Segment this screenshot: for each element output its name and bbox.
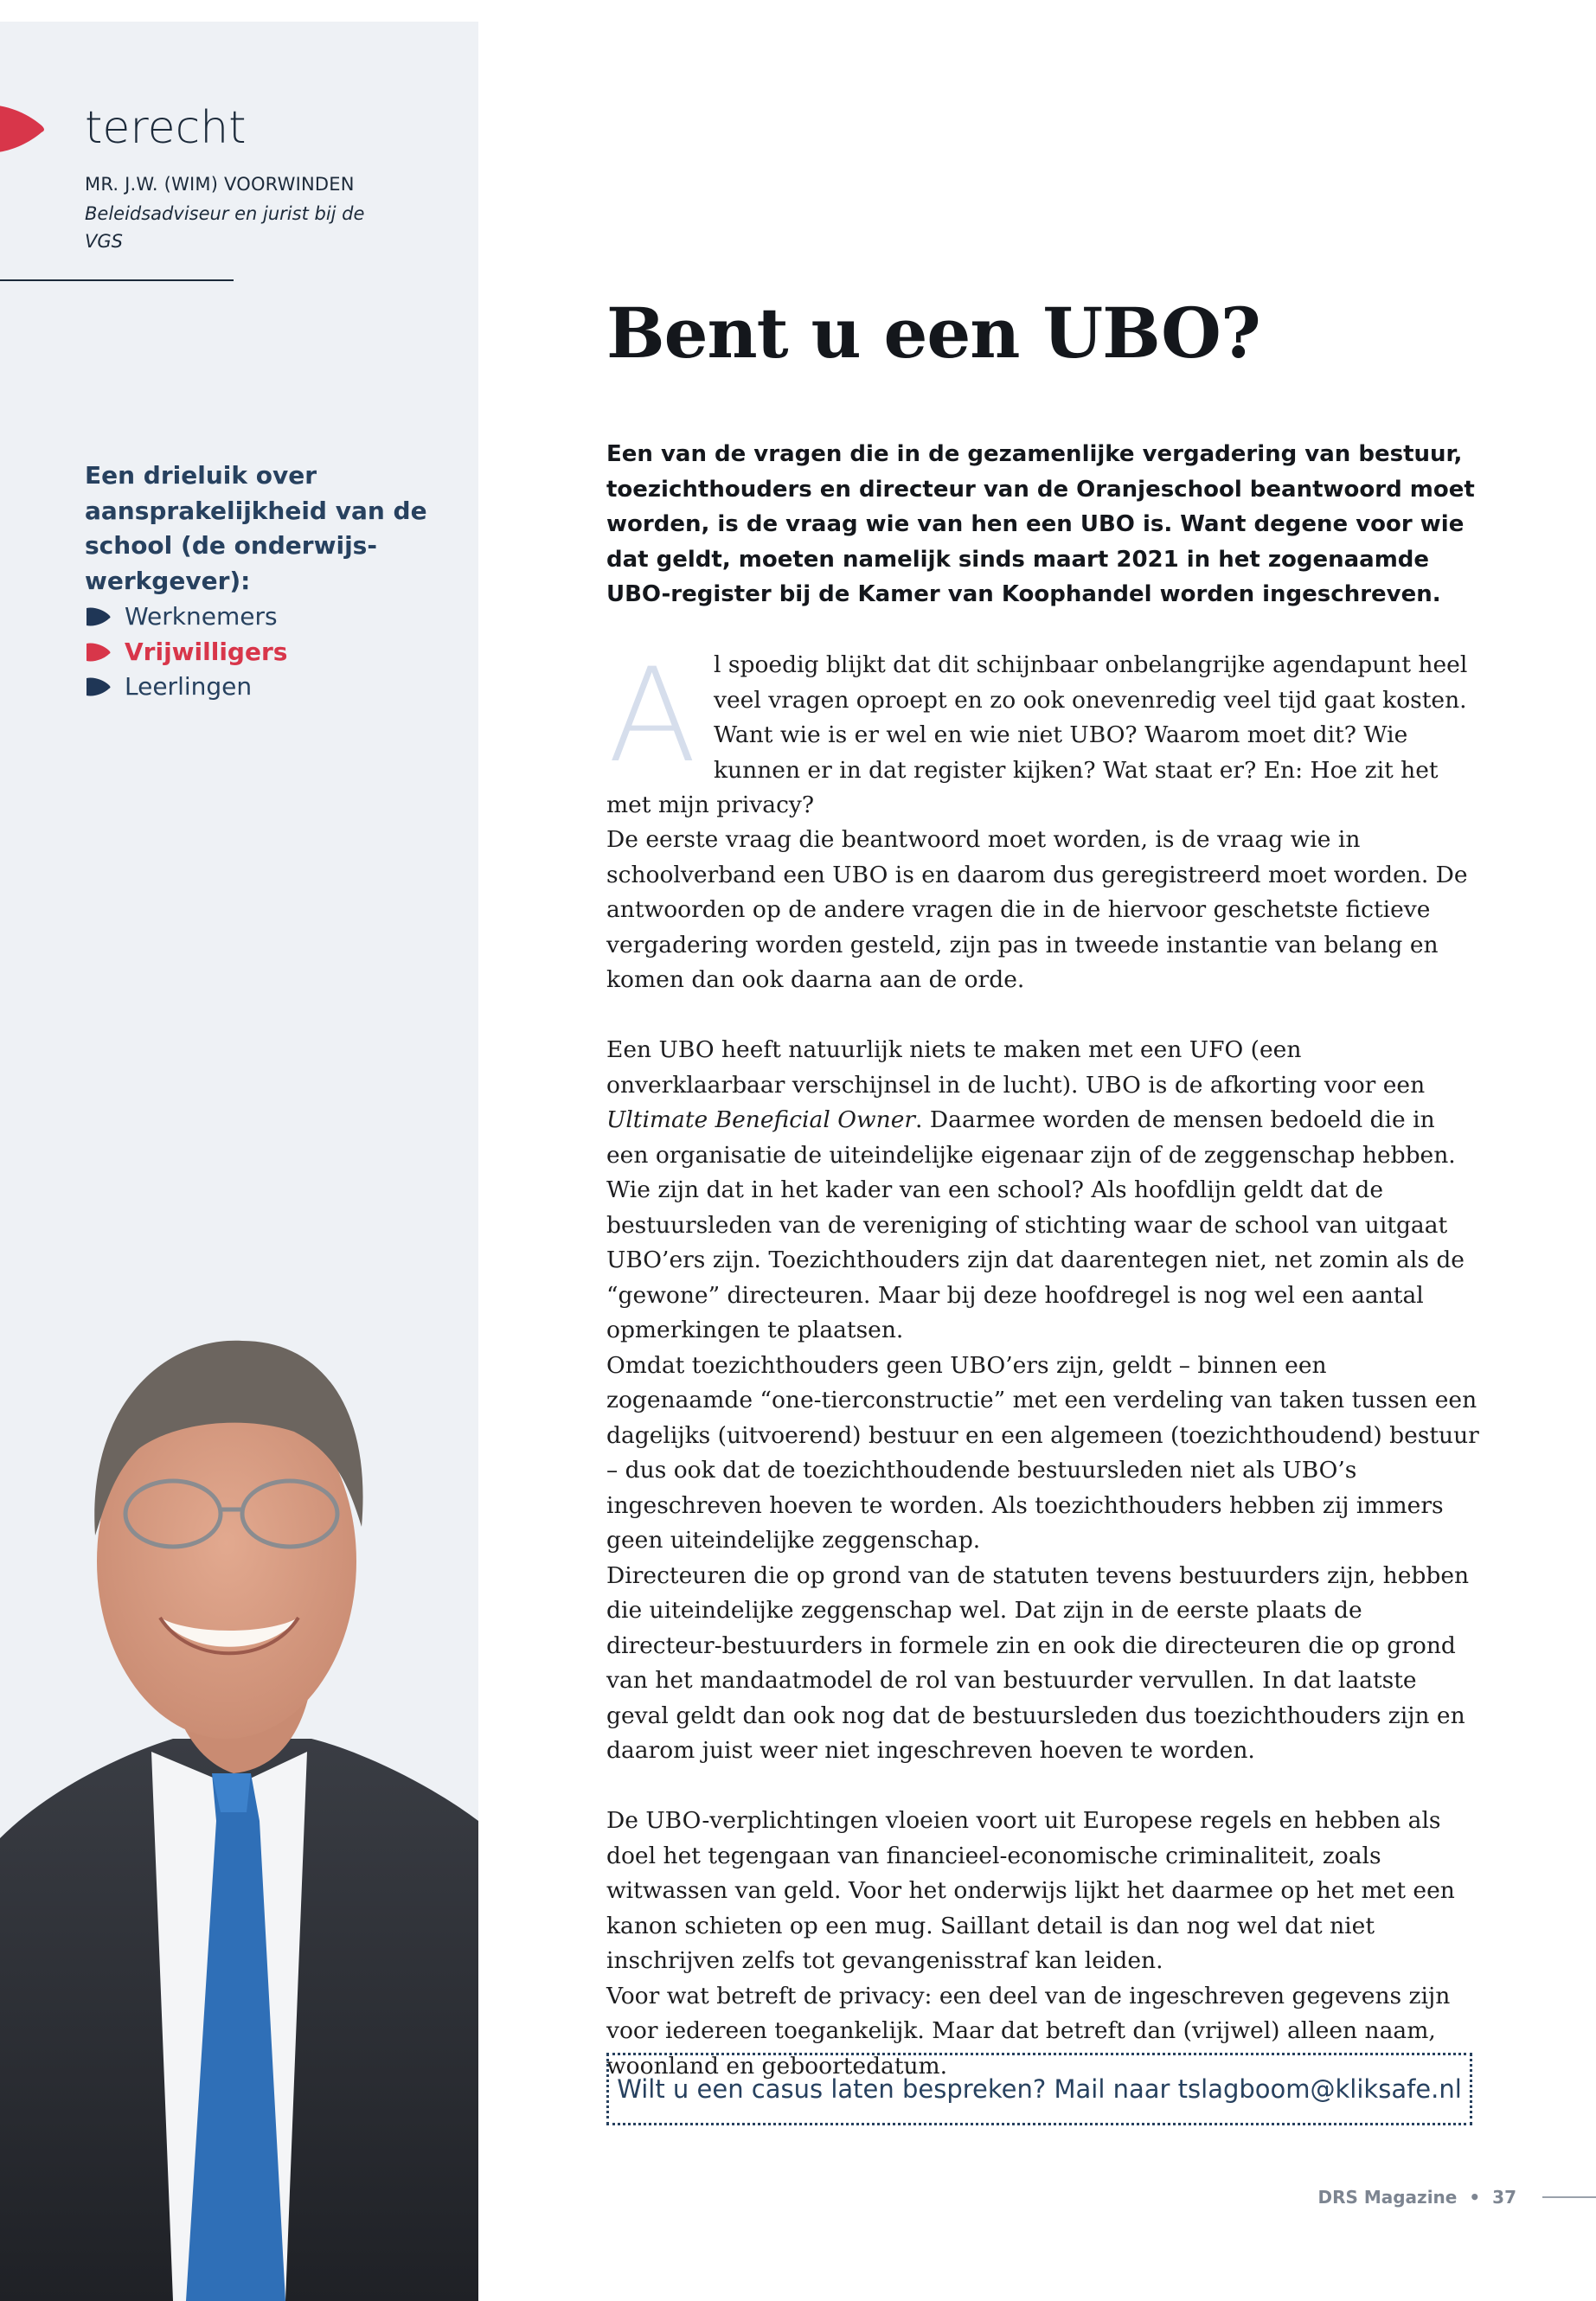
drop-cap: A <box>607 641 697 792</box>
paragraph: Wie zijn dat in het kader van een school? Als hoofdlijn geldt dat de bestuursleden van de vereniging of stichting waar de school van uitgaat UBO’ers zijn. Toezichthouders zijn dat daarentegen niet, net zomin als de “gewone” directeuren. Maar bij deze hoofdregel is nog wel een aantal opmerkingen te plaatsen. <box>606 1176 1465 1343</box>
footer-separator: • <box>1469 2187 1481 2208</box>
article-lead: Een van de vragen die in de gezamenlijke vergadering van bestuur, toezichthouders en directeur van de Oranjeschool beantwoord moet worden, is de vraag wie van hen een UBO is. Want degene voor wie dat geldt, moeten namelijk sinds maart 2021 in het zogenaamde UBO-register bij de Kamer van Koophandel worden ingeschreven. <box>606 441 1475 607</box>
paragraph: Omdat toezichthouders geen UBO’ers zijn, geldt – binnen een zogenaamde “one-tierconstructie” met een verdeling van taken tussen een dagelijks (uitvoerend) bestuur en een algemeen (toezichthoudend) bestuur – dus ook dat de toezichthoudende bestuursleden niet als UBO’s ingeschreven hoeven te worden. Als toezichthouders hebben zij immers geen uiteindelijke zeggenschap. <box>606 1351 1479 1554</box>
series-item-label: Werknemers <box>125 602 278 631</box>
magazine-name: DRS Magazine <box>1317 2187 1458 2208</box>
section-label: terecht <box>85 102 247 154</box>
contact-callout: Wilt u een casus laten bespreken? Mail naar tslagboom@kliksafe.nl <box>606 2053 1472 2125</box>
article-title: Bent u een UBO? <box>606 292 1260 374</box>
paragraph: Directeuren die op grond van de statuten tevens bestuurders zijn, hebben die uiteindelijke zeggenschap wel. Dat zijn in de eerste plaats de directeur-bestuurders in formele zin en ook die directeuren die op grond van het mandaatmodel de rol van bestuurder vervullen. In dat laatste geval geldt dan ook nog dat de bestuursleden dus toezichthouders zijn en daarom juist weer niet ingeschreven hoeven te worden. <box>606 1561 1470 1764</box>
page-footer <box>1317 2187 1596 2208</box>
series-item-leerlingen <box>85 670 287 705</box>
paragraph: De UBO-verplichtingen vloeien voort uit Europese regels en hebben als doel het tegengaan van financieel-economische criminaliteit, zoals witwassen van geld. Voor het onderwijs lijkt het daarmee op het met een kanon schieten op een mug. Saillant detail is dan nog wel dat niet inschrijven zelfs tot gevangenisstraf kan leiden. <box>606 1807 1455 1974</box>
series-item-vrijwilligers <box>85 635 287 670</box>
section-marker-icon <box>0 105 45 153</box>
footer-rule <box>1542 2196 1596 2198</box>
author-divider <box>0 279 234 281</box>
page-number: 37 <box>1492 2187 1516 2208</box>
heart-bullet-icon <box>85 642 111 663</box>
sidebar <box>0 22 478 2279</box>
author-name: MR. J.W. (WIM) VOORWINDEN <box>85 174 355 195</box>
series-list <box>85 599 287 705</box>
paragraph: Een UBO heeft natuurlijk niets te maken met een UFO (een onverklaarbaar verschijnsel in de lucht). UBO is de afkorting voor een Ultimate Beneficial Owner. Daarmee worden de mensen bedoeld die in een organisatie de uiteindelijke eigenaar zijn of de zeggenschap hebben. <box>606 1036 1456 1169</box>
series-intro: Een drieluik over aansprakelijkheid van de school (de onderwijs-werkgever): <box>85 461 427 595</box>
paragraph: Voor wat betreft de privacy: een deel van de ingeschreven gegevens zijn voor iedereen toegankelijk. Maar dat betreft dan (vrijwel) alleen naam, woonland en geboortedatum. <box>606 1982 1451 2080</box>
heart-bullet-icon <box>85 606 111 627</box>
article-body <box>606 823 1480 2084</box>
series-item-label: Leerlingen <box>125 672 253 701</box>
series-item-werknemers <box>85 599 287 635</box>
dropcap-paragraph <box>606 641 1480 824</box>
author-portrait <box>0 1302 478 2301</box>
author-role: Beleidsadviseur en jurist bij de VGS <box>85 203 365 252</box>
dropcap-text: l spoedig blijkt dat dit schijnbaar onbelangrijke agendapunt heel veel vragen oproept en zo ook onevenredig veel tijd gaat kosten. Want wie is er wel en wie niet UBO? Waarom moet dit? Wie kunnen er in dat register kijken? Wat staat er? En: Hoe zit het met mijn privacy? <box>606 651 1468 818</box>
series-item-label: Vrijwilligers <box>125 637 288 666</box>
paragraph: De eerste vraag die beantwoord moet worden, is de vraag wie in schoolverband een UBO is en daarom dus geregistreerd moet worden. De antwoorden op de andere vragen die in de hiervoor geschetste fictieve vergadering worden gesteld, zijn pas in tweede instantie van belang en komen dan ook daarna aan de orde. <box>606 826 1468 993</box>
heart-bullet-icon <box>85 676 111 697</box>
ubo-term: Ultimate Beneficial Owner <box>606 1106 916 1133</box>
